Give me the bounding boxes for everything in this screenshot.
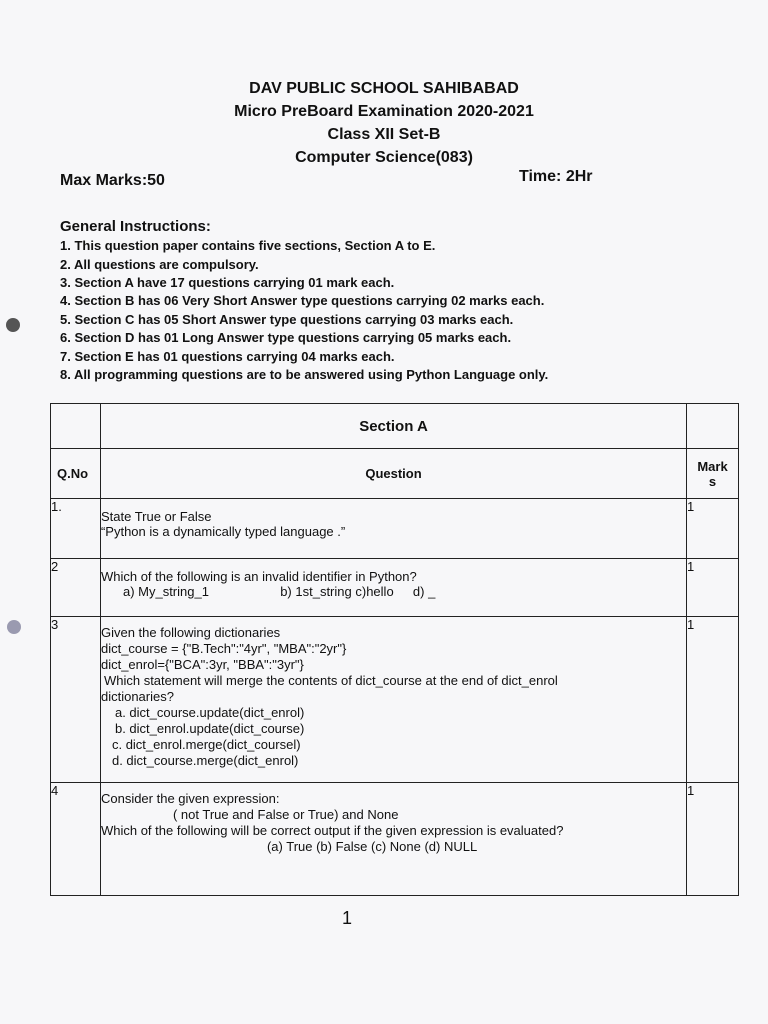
qno-header: Q.No [57,466,89,481]
option-b: b. dict_enrol.update(dict_course) [114,721,305,736]
question-line: State True or False [100,509,212,524]
option-a: a. dict_course.update(dict_enrol) [114,705,305,720]
question-number: 2 [51,559,59,574]
question-line: Which statement will merge the contents of dict_course at the end of dict_enrol [103,673,558,688]
marks-header-line2: s [708,473,717,489]
question-number: 1. [51,499,62,514]
question-header: Question [365,466,422,481]
instructions-title: General Instructions: [60,218,211,235]
question-cell [100,617,686,783]
punch-hole-bottom [7,620,21,634]
header-row [51,449,739,499]
instruction-item: 7. Section E has 01 questions carrying 04 marks each. [60,349,395,364]
instruction-item: 3. Section A have 17 questions carrying 01 mark each. [60,275,395,290]
school-name: DAV PUBLIC SCHOOL SAHIBABAD [249,80,519,97]
option-b: b) 1st_string [280,584,352,599]
marks-header [687,449,739,499]
question-marks: 1 [687,617,695,632]
table-row [51,499,739,559]
option-c: c. dict_enrol.merge(dict_coursel) [111,737,301,752]
question-line: dict_course = {"B.Tech":"4yr", "MBA":"2yr"} [100,641,347,656]
question-cell [100,559,686,617]
option-c: c)hello [355,584,394,599]
instruction-item: 8. All programming questions are to be answered using Python Language only. [60,367,549,382]
question-marks: 1 [687,783,695,798]
option-d: d. dict_course.merge(dict_enrol) [111,753,299,768]
question-line: dictionaries? [100,689,174,704]
question-table [50,403,739,896]
section-row [51,404,739,449]
blank-cell [687,404,739,449]
time-allowed: Time: 2Hr [519,168,593,185]
question-line: Consider the given expression: [100,791,280,806]
question-line: Given the following dictionaries [100,625,281,640]
question-cell [100,499,686,559]
question-marks: 1 [687,559,695,574]
instruction-item: 4. Section B has 06 Very Short Answer type questions carrying 02 marks each. [60,293,545,308]
blank-cell [51,404,101,449]
question-marks: 1 [687,499,695,514]
question-cell [100,783,686,896]
instruction-item: 1. This question paper contains five sections, Section A to E. [60,238,436,253]
punch-hole-top [6,318,20,332]
question-line: (a) True (b) False (c) None (d) NULL [266,839,478,854]
question-number: 4 [51,783,59,798]
option-d: d) _ [412,584,436,599]
instruction-item: 5. Section C has 05 Short Answer type questions carrying 03 marks each. [60,312,514,327]
table-row [51,783,739,896]
marks-header-line1: Mark [697,458,728,474]
table-row [51,617,739,783]
section-title: Section A [359,417,428,435]
instruction-item: 6. Section D has 01 Long Answer type questions carrying 05 marks each. [60,330,512,345]
instruction-item: 2. All questions are compulsory. [60,257,259,272]
question-line: ( not True and False or True) and None [172,807,399,822]
question-number: 3 [51,617,59,632]
table-row [51,559,739,617]
page-number: 1 [342,908,353,928]
max-marks: Max Marks:50 [60,172,165,189]
options-row [101,584,686,599]
subject-title: Computer Science(083) [295,149,473,166]
question-line: dict_enrol={"BCA":3yr, "BBA":"3yr"} [100,657,304,672]
class-set: Class XII Set-B [327,126,441,143]
question-line: “Python is a dynamically typed language .” [100,524,346,539]
question-line: Which of the following will be correct output if the given expression is evaluated? [100,823,564,838]
option-a: a) My_string_1 [122,584,209,599]
question-line: Which of the following is an invalid identifier in Python? [100,569,417,584]
exam-title: Micro PreBoard Examination 2020-2021 [234,103,534,120]
